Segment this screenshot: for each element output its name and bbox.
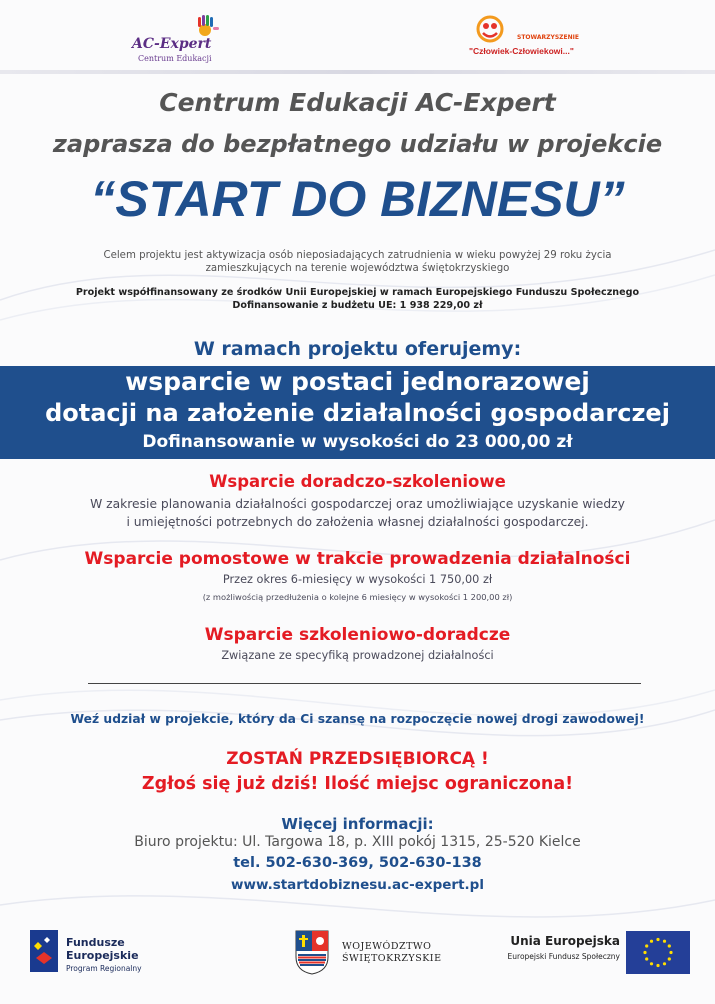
cofinancing-info [40, 286, 675, 312]
cofinancing-line-1: Projekt współfinansowany ze środków Unii Europejskiej w ramach Europejskiego Funduszu Społecznego [75, 287, 640, 298]
offer-band-line-2: dotacji na założenie działalności gospodarczej [45, 399, 670, 427]
european-funds-line-3: Program Regionalny [66, 964, 142, 973]
association-logo [465, 14, 595, 64]
offer-heading: W ramach projektu oferujemy: [193, 338, 522, 360]
association-name: "Człowiek-Człowiekowi..." [469, 46, 574, 56]
cta-apply-now: Zgłoś się już dziś! Ilość miejsc ograniczona! [141, 774, 574, 794]
eu-flag-icon [626, 931, 690, 974]
title-line-1: Centrum Edukacji AC-Expert [159, 88, 556, 117]
offer-band-line-1: wsparcie w postaci jednorazowej [125, 367, 590, 396]
ac-expert-name: AC-Expert [132, 36, 212, 52]
european-funds-line-2: Europejskie [66, 949, 139, 962]
section-3-line-1: Związane ze specyfiką prowadzonej działalności [221, 649, 494, 662]
section-2-title: Wsparcie pomostowe w trakcie prowadzenia działalności [84, 549, 631, 569]
cofinancing-line-2: Dofinansowanie z budżetu UE: 1 938 229,00 zł [232, 300, 483, 311]
region-line-2: ŚWIĘTOKRZYSKIE [342, 953, 442, 964]
eu-stars-icon [626, 931, 690, 974]
section-2-note: (z możliwością przedłużenia o kolejne 6 miesięcy w wysokości 1 200,00 zł) [202, 592, 513, 602]
cta-invitation: Weź udział w projekcie, który da Ci szansę na rozpoczęcie nowej drogi zawodowej! [70, 712, 645, 726]
eu-fund-name: Europejski Fundusz Społeczny [507, 952, 620, 961]
divider-line [88, 683, 641, 684]
contact-heading: Więcej informacji: [281, 815, 434, 833]
contact-address: Biuro projektu: Ul. Targowa 18, p. XIII pokój 1315, 25-520 Kielce [134, 834, 581, 850]
eu-name: Unia Europejska [510, 934, 620, 948]
region-line-1: WOJEWÓDZTWO [342, 941, 432, 952]
section-3-title: Wsparcie szkoleniowo-doradcze [204, 625, 511, 645]
project-description [40, 249, 675, 275]
cta-become-entrepreneur: ZOSTAŃ PRZEDSIĘBIORCĄ ! [226, 749, 489, 769]
contact-phone[interactable]: tel. 502-630-369, 502-630-138 [233, 855, 482, 871]
section-1-line-1: W zakresie planowania działalności gospodarczej oraz umożliwiające uzyskanie wiedzy [90, 497, 625, 511]
ac-expert-logo [132, 14, 232, 64]
ac-expert-subtitle: Centrum Edukacji [138, 54, 212, 63]
contact-website-link[interactable]: www.startdobiznesu.ac-expert.pl [231, 877, 484, 893]
title-line-2: zaprasza do bezpłatnego udziału w projekcie [52, 130, 663, 158]
association-label: STOWARZYSZENIE [517, 34, 579, 41]
region-logo [294, 929, 454, 977]
region-crest-icon [294, 929, 330, 975]
project-name: “START DO BIZNESU” [90, 171, 625, 227]
section-1-line-2: i umiejętności potrzebnych do założenia własnej działalności gospodarczej. [126, 515, 589, 529]
description-line-1: Celem projektu jest aktywizacja osób nieposiadających zatrudnienia w wieku powyżej 29 roku życia [103, 250, 612, 261]
association-symbol-icon [475, 14, 505, 44]
description-line-2: zamieszkujących na terenie województwa świętokrzyskiego [205, 263, 510, 274]
section-1-title: Wsparcie doradczo-szkoleniowe [209, 472, 506, 491]
offer-band-line-3: Dofinansowanie w wysokości do 23 000,00 zł [142, 432, 573, 452]
section-1-text [20, 495, 695, 531]
european-funds-line-1: Fundusze [66, 936, 125, 949]
section-2-line-1: Przez okres 6-miesięcy w wysokości 1 750,00 zł [222, 573, 493, 586]
header-divider [0, 70, 715, 74]
european-funds-icon [30, 928, 60, 976]
european-funds-logo [30, 928, 170, 978]
